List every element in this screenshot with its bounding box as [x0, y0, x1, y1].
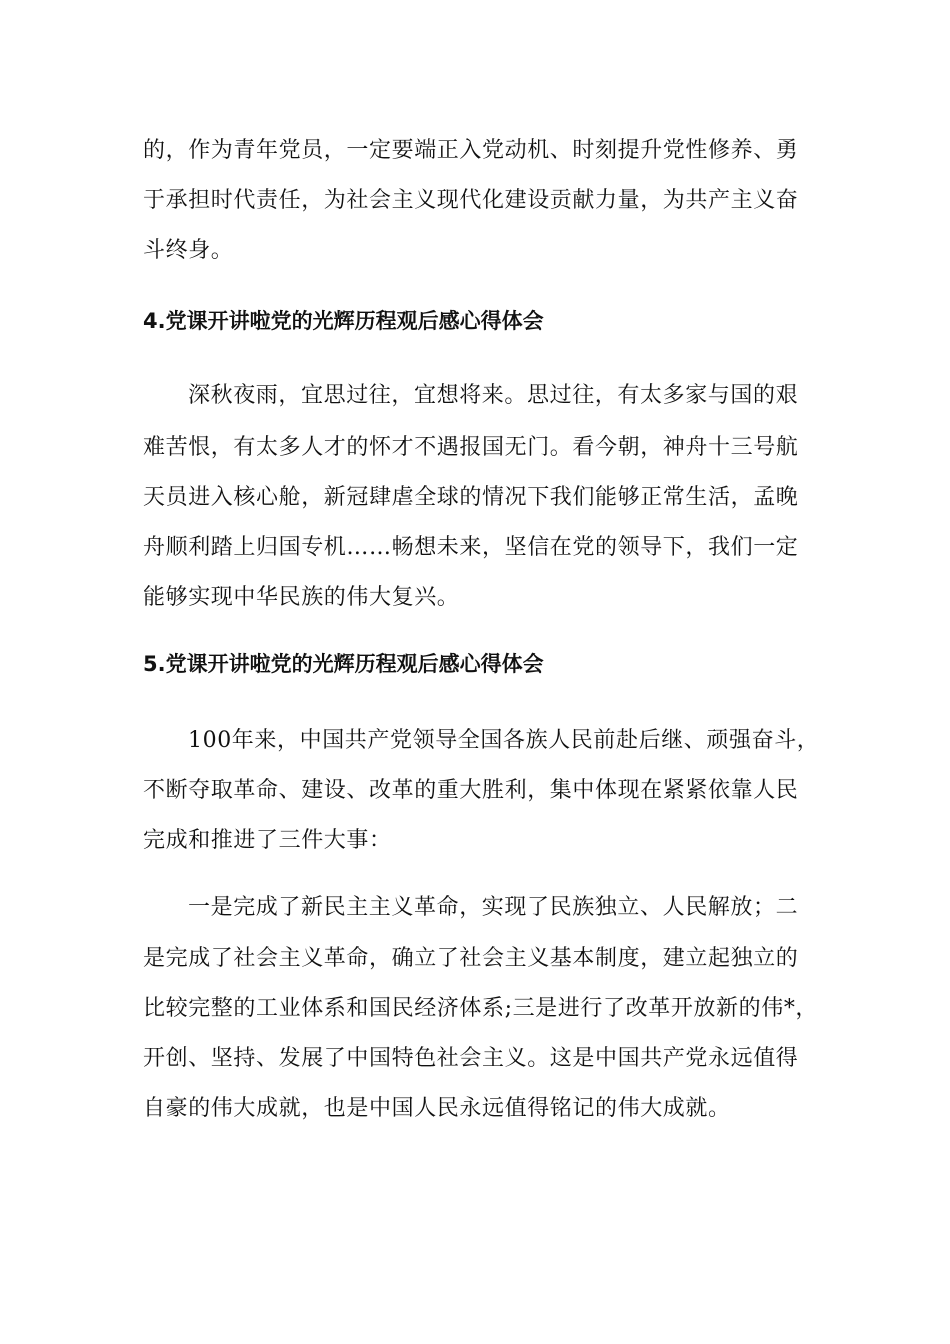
- paragraph-line: 100年来，中国共产党领导全国各族人民前赴后继、顽强奋斗，: [188, 728, 820, 753]
- paragraph-line: 斗终身。: [143, 238, 234, 263]
- paragraph-line: 难苦恨，有太多人才的怀才不遇报国无门。看今朝，神舟十三号航: [143, 435, 799, 460]
- section-5-heading: 5.党课开讲啦党的光辉历程观后感心得体会: [143, 652, 544, 676]
- paragraph-line: 舟顺利踏上归国专机……畅想未来，坚信在党的领导下，我们一定: [143, 535, 799, 560]
- paragraph-line: 是完成了社会主义革命，确立了社会主义基本制度，建立起独立的: [143, 946, 799, 971]
- paragraph-line: 深秋夜雨，宜思过往，宜想将来。思过往，有太多家与国的艰: [188, 383, 799, 408]
- paragraph-line: 完成和推进了三件大事：: [143, 828, 392, 853]
- paragraph-line: 比较完整的工业体系和国民经济体系;三是进行了改革开放新的伟*，: [143, 996, 819, 1021]
- paragraph-line: 的，作为青年党员，一定要端正入党动机、时刻提升党性修养、勇: [143, 138, 799, 163]
- paragraph-line: 于承担时代责任，为社会主义现代化建设贡献力量，为共产主义奋: [143, 188, 799, 213]
- paragraph-line: 自豪的伟大成就，也是中国人民永远值得铭记的伟大成就。: [143, 1096, 731, 1121]
- paragraph-line: 天员进入核心舱，新冠肆虐全球的情况下我们能够正常生活，孟晚: [143, 485, 799, 510]
- paragraph-line: 能够实现中华民族的伟大复兴。: [143, 585, 460, 610]
- section-4-heading: 4.党课开讲啦党的光辉历程观后感心得体会: [143, 309, 544, 333]
- paragraph-line: 一是完成了新民主主义革命，实现了民族独立、人民解放；二: [188, 895, 799, 920]
- paragraph-line: 不断夺取革命、建设、改革的重大胜利，集中体现在紧紧依靠人民: [143, 778, 799, 803]
- paragraph-line: 开创、坚持、发展了中国特色社会主义。这是中国共产党永远值得: [143, 1046, 799, 1071]
